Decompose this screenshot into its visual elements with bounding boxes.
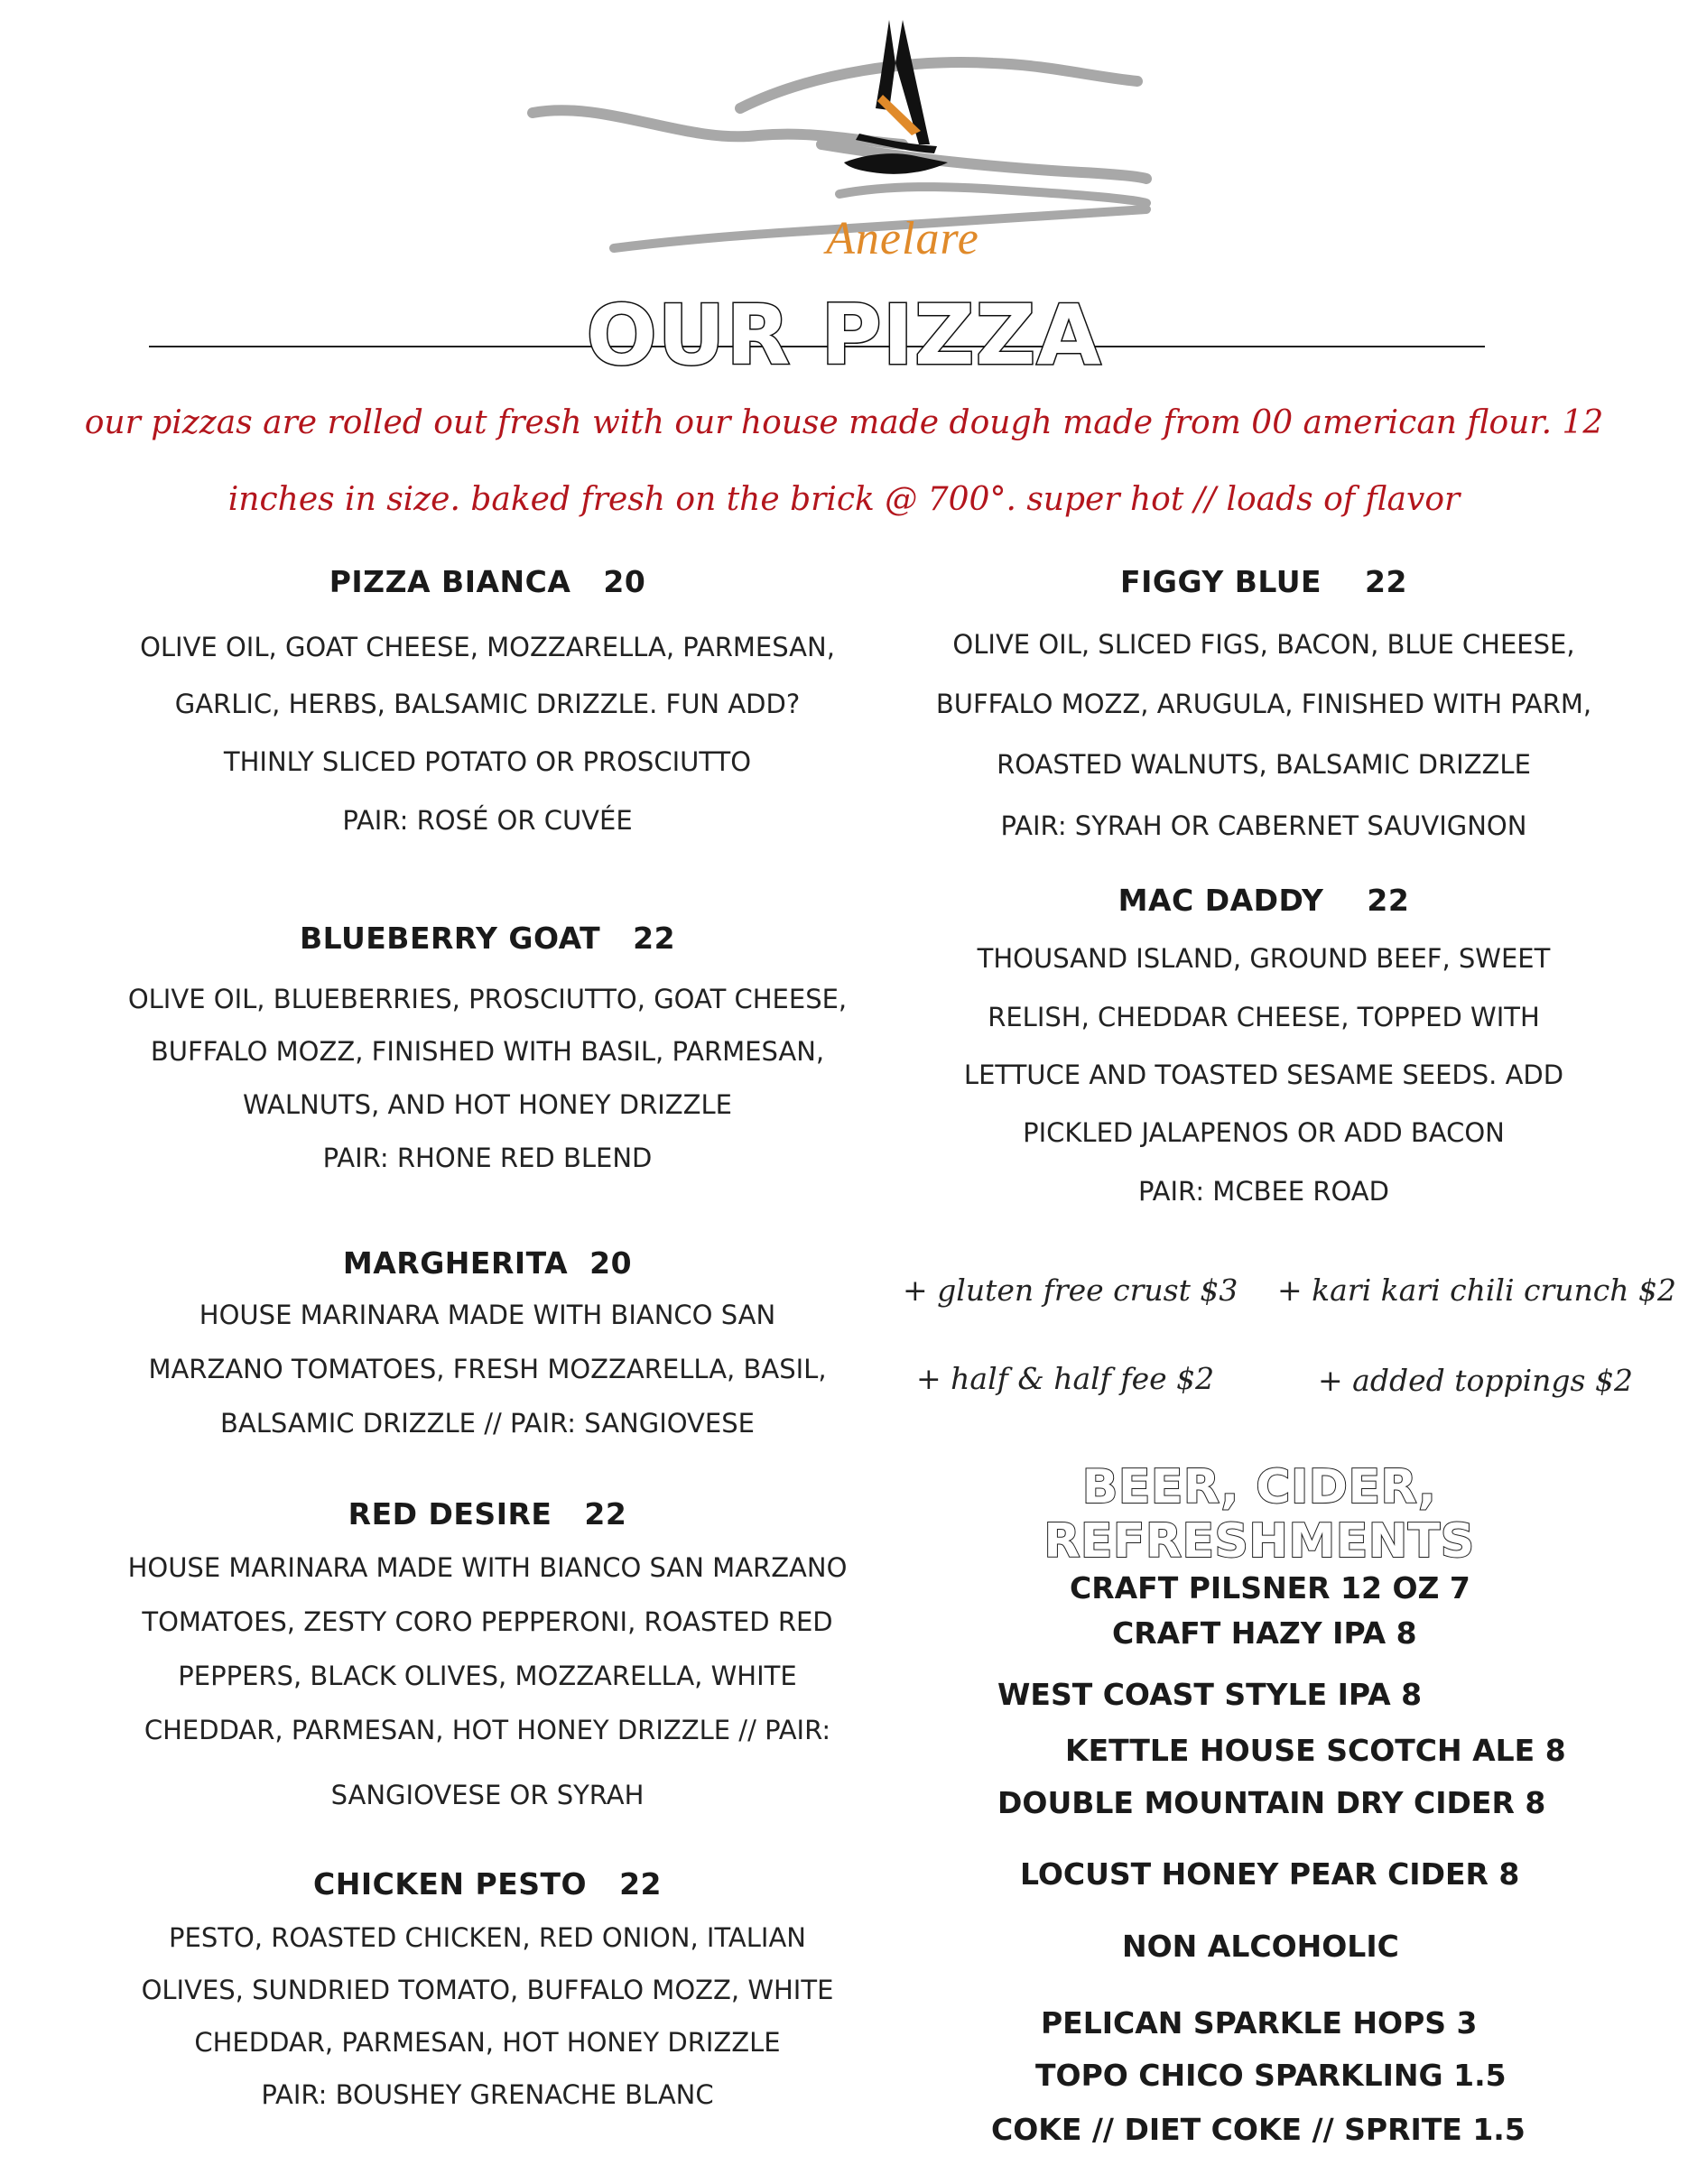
item-title: [99, 1496, 876, 1532]
item-pairing: PAIR: RHONE RED BLEND: [322, 1143, 653, 1173]
item-name: MAC DADDY: [1118, 883, 1324, 918]
intro-line-1: our pizzas are rolled out fresh with our house made dough made from 00 american flour. 12: [84, 404, 1604, 441]
item-desc-line: WALNUTS, AND HOT HONEY DRIZZLE: [242, 1089, 733, 1120]
item-title: [99, 921, 876, 956]
intro-line-2: inches in size. baked fresh on the brick @ 700°. super hot // loads of flavor: [227, 481, 1461, 518]
addon-chili-crunch: + kari kari chili crunch $2: [1277, 1272, 1676, 1308]
item-price: 22: [633, 921, 676, 956]
item-desc-line: OLIVE OIL, BLUEBERRIES, PROSCIUTTO, GOAT CHEESE,: [127, 984, 848, 1014]
item-desc-line: ROASTED WALNUTS, BALSAMIC DRIZZLE: [997, 749, 1531, 780]
item-pairing: PAIR: SYRAH OR CABERNET SAUVIGNON: [1000, 810, 1527, 841]
drink-item: DOUBLE MOUNTAIN DRY CIDER 8: [997, 1785, 1546, 1820]
item-pairing: SANGIOVESE OR SYRAH: [330, 1780, 645, 1810]
item-desc-line: MARZANO TOMATOES, FRESH MOZZARELLA, BASIL,: [148, 1354, 827, 1384]
item-title: [99, 564, 876, 599]
item-desc-line: CHEDDAR, PARMESAN, HOT HONEY DRIZZLE: [194, 2027, 781, 2058]
item-desc-line: TOMATOES, ZESTY CORO PEPPERONI, ROASTED RED: [142, 1606, 833, 1637]
drink-item: LOCUST HONEY PEAR CIDER 8: [1020, 1856, 1520, 1892]
item-name: RED DESIRE: [348, 1496, 552, 1532]
item-desc-line: LETTUCE AND TOASTED SESAME SEEDS. ADD: [963, 1060, 1564, 1090]
drink-item: PELICAN SPARKLE HOPS 3: [1041, 2005, 1478, 2041]
item-name: PIZZA BIANCA: [329, 564, 571, 599]
item-desc-line: PICKLED JALAPENOS OR ADD BACON: [1023, 1117, 1505, 1148]
item-title: [99, 1866, 876, 1902]
drink-item: KETTLE HOUSE SCOTCH ALE 8: [1065, 1733, 1566, 1768]
item-name: BLUEBERRY GOAT: [299, 921, 601, 956]
item-desc-line: BUFFALO MOZZ, ARUGULA, FINISHED WITH PARM,: [935, 689, 1592, 719]
item-price: 22: [1365, 564, 1407, 599]
item-pairing: PAIR: ROSÉ OR CUVÉE: [342, 805, 633, 836]
item-title: [99, 1245, 876, 1281]
drink-item: CRAFT HAZY IPA 8: [1112, 1615, 1417, 1651]
item-title: [903, 564, 1625, 599]
item-price: 20: [603, 564, 646, 599]
beer-section-title: BEER, CIDER, REFRESHMENTS: [1043, 1460, 1475, 1569]
item-desc-line: BUFFALO MOZZ, FINISHED WITH BASIL, PARMESAN,: [150, 1036, 825, 1067]
brand-name: Anelare: [826, 213, 979, 264]
item-name: MARGHERITA: [342, 1245, 569, 1281]
item-desc-line: CHEDDAR, PARMESAN, HOT HONEY DRIZZLE // PAIR:: [144, 1715, 831, 1745]
item-name: FIGGY BLUE: [1120, 564, 1322, 599]
item-desc-line: THINLY SLICED POTATO OR PROSCIUTTO: [223, 746, 752, 777]
item-price: 22: [619, 1866, 663, 1902]
page-title: OUR PIZZA: [586, 287, 1102, 384]
item-desc-line: RELISH, CHEDDAR CHEESE, TOPPED WITH: [988, 1002, 1540, 1032]
item-name: CHICKEN PESTO: [312, 1866, 588, 1902]
drink-item: TOPO CHICO SPARKLING 1.5: [1035, 2058, 1507, 2093]
item-price: 20: [589, 1245, 633, 1281]
item-desc-line: THOUSAND ISLAND, GROUND BEEF, SWEET: [977, 943, 1551, 974]
item-desc-line: OLIVE OIL, SLICED FIGS, BACON, BLUE CHEESE,: [952, 629, 1575, 660]
drink-item: WEST COAST STYLE IPA 8: [997, 1677, 1423, 1712]
item-price: 22: [1367, 883, 1410, 918]
drink-item: CRAFT PILSNER 12 OZ 7: [1070, 1570, 1470, 1606]
item-desc-line: PEPPERS, BLACK OLIVES, MOZZARELLA, WHITE: [178, 1661, 797, 1691]
item-desc-line: HOUSE MARINARA MADE WITH BIANCO SAN: [199, 1300, 776, 1330]
item-desc-line: GARLIC, HERBS, BALSAMIC DRIZZLE. FUN ADD?: [174, 689, 801, 719]
item-desc-line: HOUSE MARINARA MADE WITH BIANCO SAN MARZANO: [127, 1552, 848, 1583]
left-menu-column: [99, 0, 876, 2184]
item-pairing: PAIR: MCBEE ROAD: [1138, 1176, 1389, 1207]
item-title: [903, 883, 1625, 918]
addon-added-toppings: + added toppings $2: [1318, 1363, 1633, 1398]
drink-subheading: NON ALCOHOLIC: [1122, 1929, 1399, 1964]
item-desc-line: PESTO, ROASTED CHICKEN, RED ONION, ITALIAN: [169, 1922, 806, 1953]
item-desc-line: OLIVES, SUNDRIED TOMATO, BUFFALO MOZZ, WHITE: [141, 1975, 834, 2005]
item-pairing: BALSAMIC DRIZZLE // PAIR: SANGIOVESE: [220, 1408, 755, 1439]
item-desc-line: OLIVE OIL, GOAT CHEESE, MOZZARELLA, PARMESAN,: [140, 632, 835, 662]
right-menu-column: [903, 0, 1625, 1218]
item-pairing: PAIR: BOUSHEY GRENACHE BLANC: [261, 2079, 714, 2110]
item-price: 22: [584, 1496, 627, 1532]
drink-item: COKE // DIET COKE // SPRITE 1.5: [991, 2112, 1526, 2147]
addon-half-and-half: + half & half fee $2: [916, 1361, 1215, 1396]
addon-gluten-free: + gluten free crust $3: [903, 1272, 1238, 1308]
